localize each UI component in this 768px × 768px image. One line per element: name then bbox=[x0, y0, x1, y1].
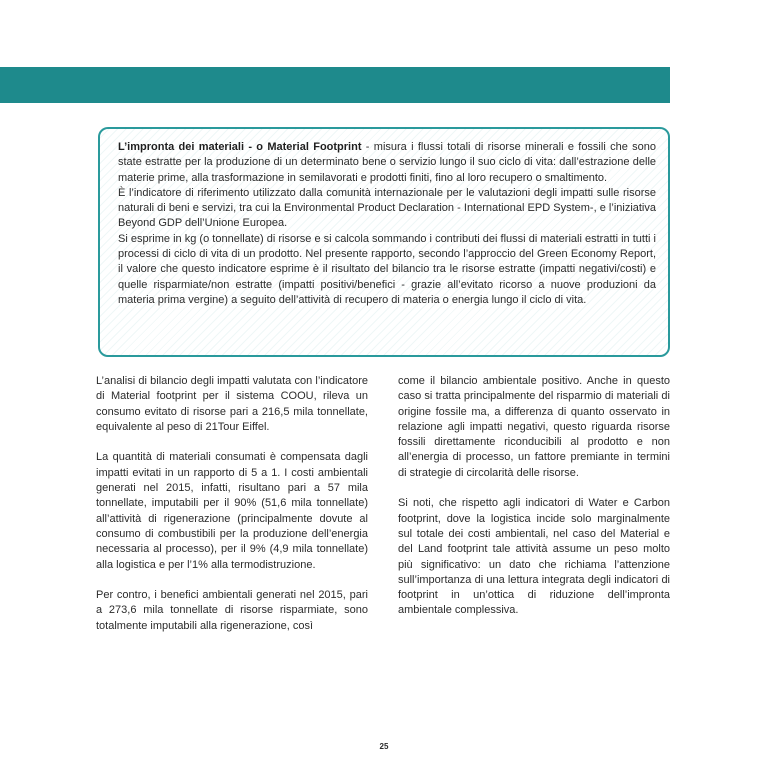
left-text-column bbox=[96, 374, 368, 649]
left-paragraph-1: L’analisi di bilancio degli impatti valutata con l’indicatore di Material footprint per il sistema COOU, rileva un consumo evitato di risorse pari a 216,5 mila tonnellate, equivalente al peso di 21Tour Eiffel. bbox=[96, 375, 368, 433]
left-paragraph-2: La quantità di materiali consumati è compensata dagli impatti evitati in un rapporto di 5 a 1. I costi ambientali generati nel 2015, infatti, risultano pari a 57 mila tonnellate, imputabili per il 90% (51,6 mila tonnellate) all’attività di rigenerazione (principalmente dovute al consumo di combustibili per la produzione dell’energia necessaria al processo), per il 9% (4,9 mila tonnellate) alla logistica e per l’1% alla termodistruzione. bbox=[96, 451, 368, 571]
left-paragraph-3: Per contro, i benefici ambientali generati nel 2015, pari a 273,6 mila tonnellate di risorse risparmiate, sono totalmente imputabili alla rigenerazione, così bbox=[96, 589, 368, 632]
page-number: 25 bbox=[379, 742, 389, 751]
box-paragraph-1-text: - misura i flussi totali di risorse minerali e fossili che sono state estratte per la produzione di un determinato bene o servizio lungo il suo ciclo di vita: dall’estrazione delle materie prime, alla trasformazione in semilavorati e prodotti finiti, fino al loro recupero o smaltimento. bbox=[118, 141, 656, 184]
right-text-column bbox=[398, 374, 670, 634]
right-paragraph-2: Si noti, che rispetto agli indicatori di Water e Carbon footprint, dove la logistica incide solo marginalmente sul totale dei costi ambientali, nel caso del Material e del Land footprint tale attività assume un peso molto più significativo: un dato che richiama l’attenzione sull’importanza di una lettura integrata degli indicatori di footprint in un’ottica di riduzione dell’impronta ambientale complessiva. bbox=[398, 497, 670, 617]
box-lead-title: L’impronta dei materiali - o Material Footprint bbox=[118, 141, 362, 153]
box-paragraph-2: È l’indicatore di riferimento utilizzato dalla comunità internazionale per le valutazioni degli impatti sulle risorse naturali di beni e servizi, tra cui la Environmental Product Declaration - International EPD System-, e l’iniziativa Beyond GDP dell’Unione Europea. bbox=[118, 186, 656, 230]
header-color-band bbox=[0, 67, 670, 103]
right-paragraph-1: come il bilancio ambientale positivo. Anche in questo caso si tratta principalmente del risparmio di materiali di origine fossile ma, a differenza di quanto osservato in relazione agli impatti negativi, questo riguarda risorse fossili direttamente riconducibili al prodotto e non all’energia di processo, un fattore premiante in termini di strategie di circolarità delle risorse. bbox=[398, 375, 670, 479]
box-paragraph-3: Si esprime in kg (o tonnellate) di risorse e si calcola sommando i contributi dei flussi di materiali estratti in tutti i processi di ciclo di vita di un prodotto. Nel presente rapporto, secondo l’approccio del Green Economy Report, il valore che questo indicatore esprime è il risultato del bilancio tra le risorse estratte (impatti negativi/costi) e quelle risparmiate/non estratte (impatti positivi/benefici - grazie all’evitato ricorso a nuove produzioni da materia prima vergine) a seguito dell’attività di recupero di materia o energia lungo il ciclo di vita. bbox=[118, 232, 656, 306]
box-paragraph-1 bbox=[118, 140, 656, 186]
material-footprint-definition-box bbox=[98, 127, 670, 357]
